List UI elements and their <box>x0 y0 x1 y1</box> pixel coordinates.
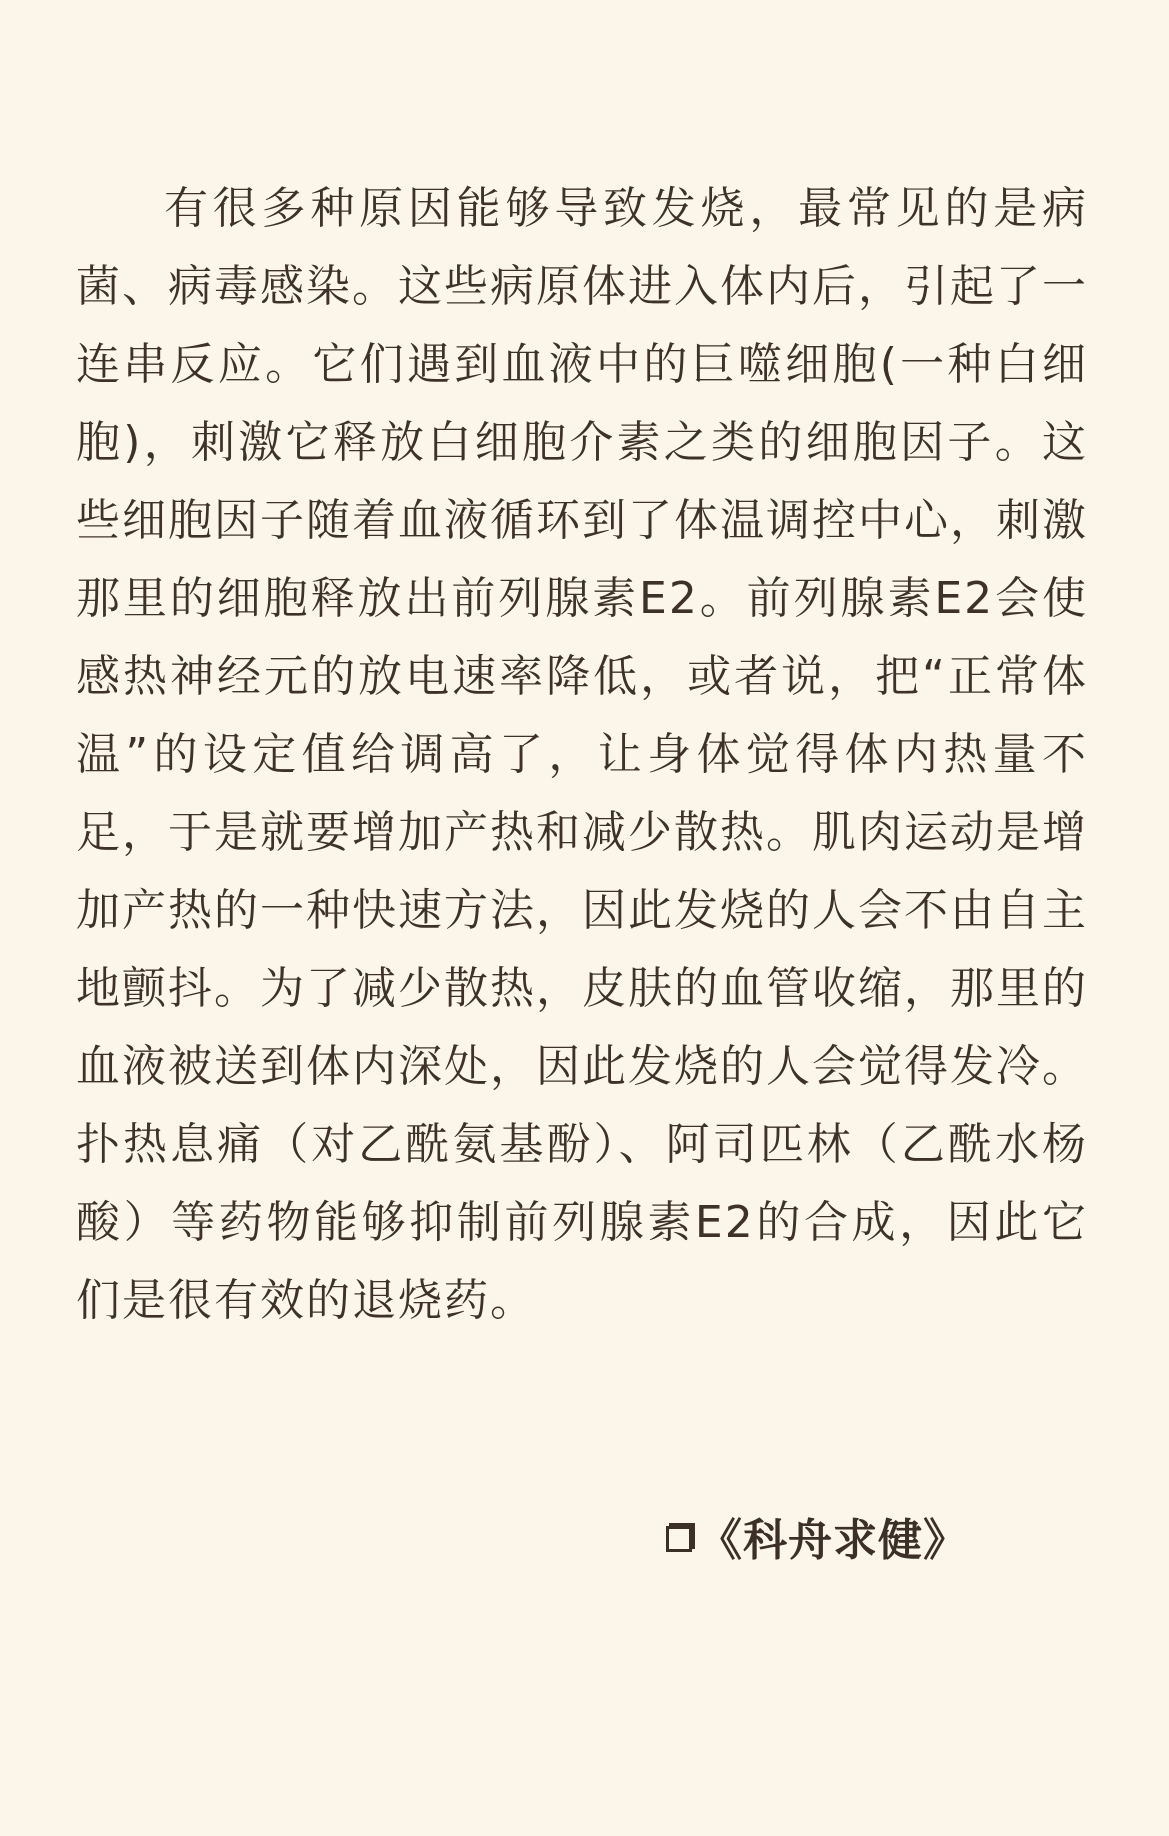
signature <box>666 1511 1086 1571</box>
checkbox-icon <box>666 1526 692 1552</box>
article-body: 有很多种原因能够导致发烧，最常见的是病菌、病毒感染。这些病原体进入体内后，引起了一连串反应。它们遇到血液中的巨噬细胞(一种白细胞)，刺激它释放白细胞介素之类的细胞因子。这些细胞因子随着血液循环到了体温调控中心，刺激那里的细胞释放出前列腺素E2。前列腺素E2会使感热神经元的放电速率降低，或者说，把“正常体温”的设定值给调高了，让身体觉得体内热量不足，于是就要增加产热和减少散热。肌肉运动是增加产热的一种快速方法，因此发烧的人会不由自主地颤抖。为了减少散热，皮肤的血管收缩，那里的血液被送到体内深处，因此发烧的人会觉得发冷。扑热息痛（对乙酰氨基酚）、阿司匹林（乙酰水杨酸）等药物能够抑制前列腺素E2的合成，因此它们是很有效的退烧药。 <box>76 183 1088 1326</box>
signature-text: 《科舟求健》 <box>698 1515 968 1566</box>
